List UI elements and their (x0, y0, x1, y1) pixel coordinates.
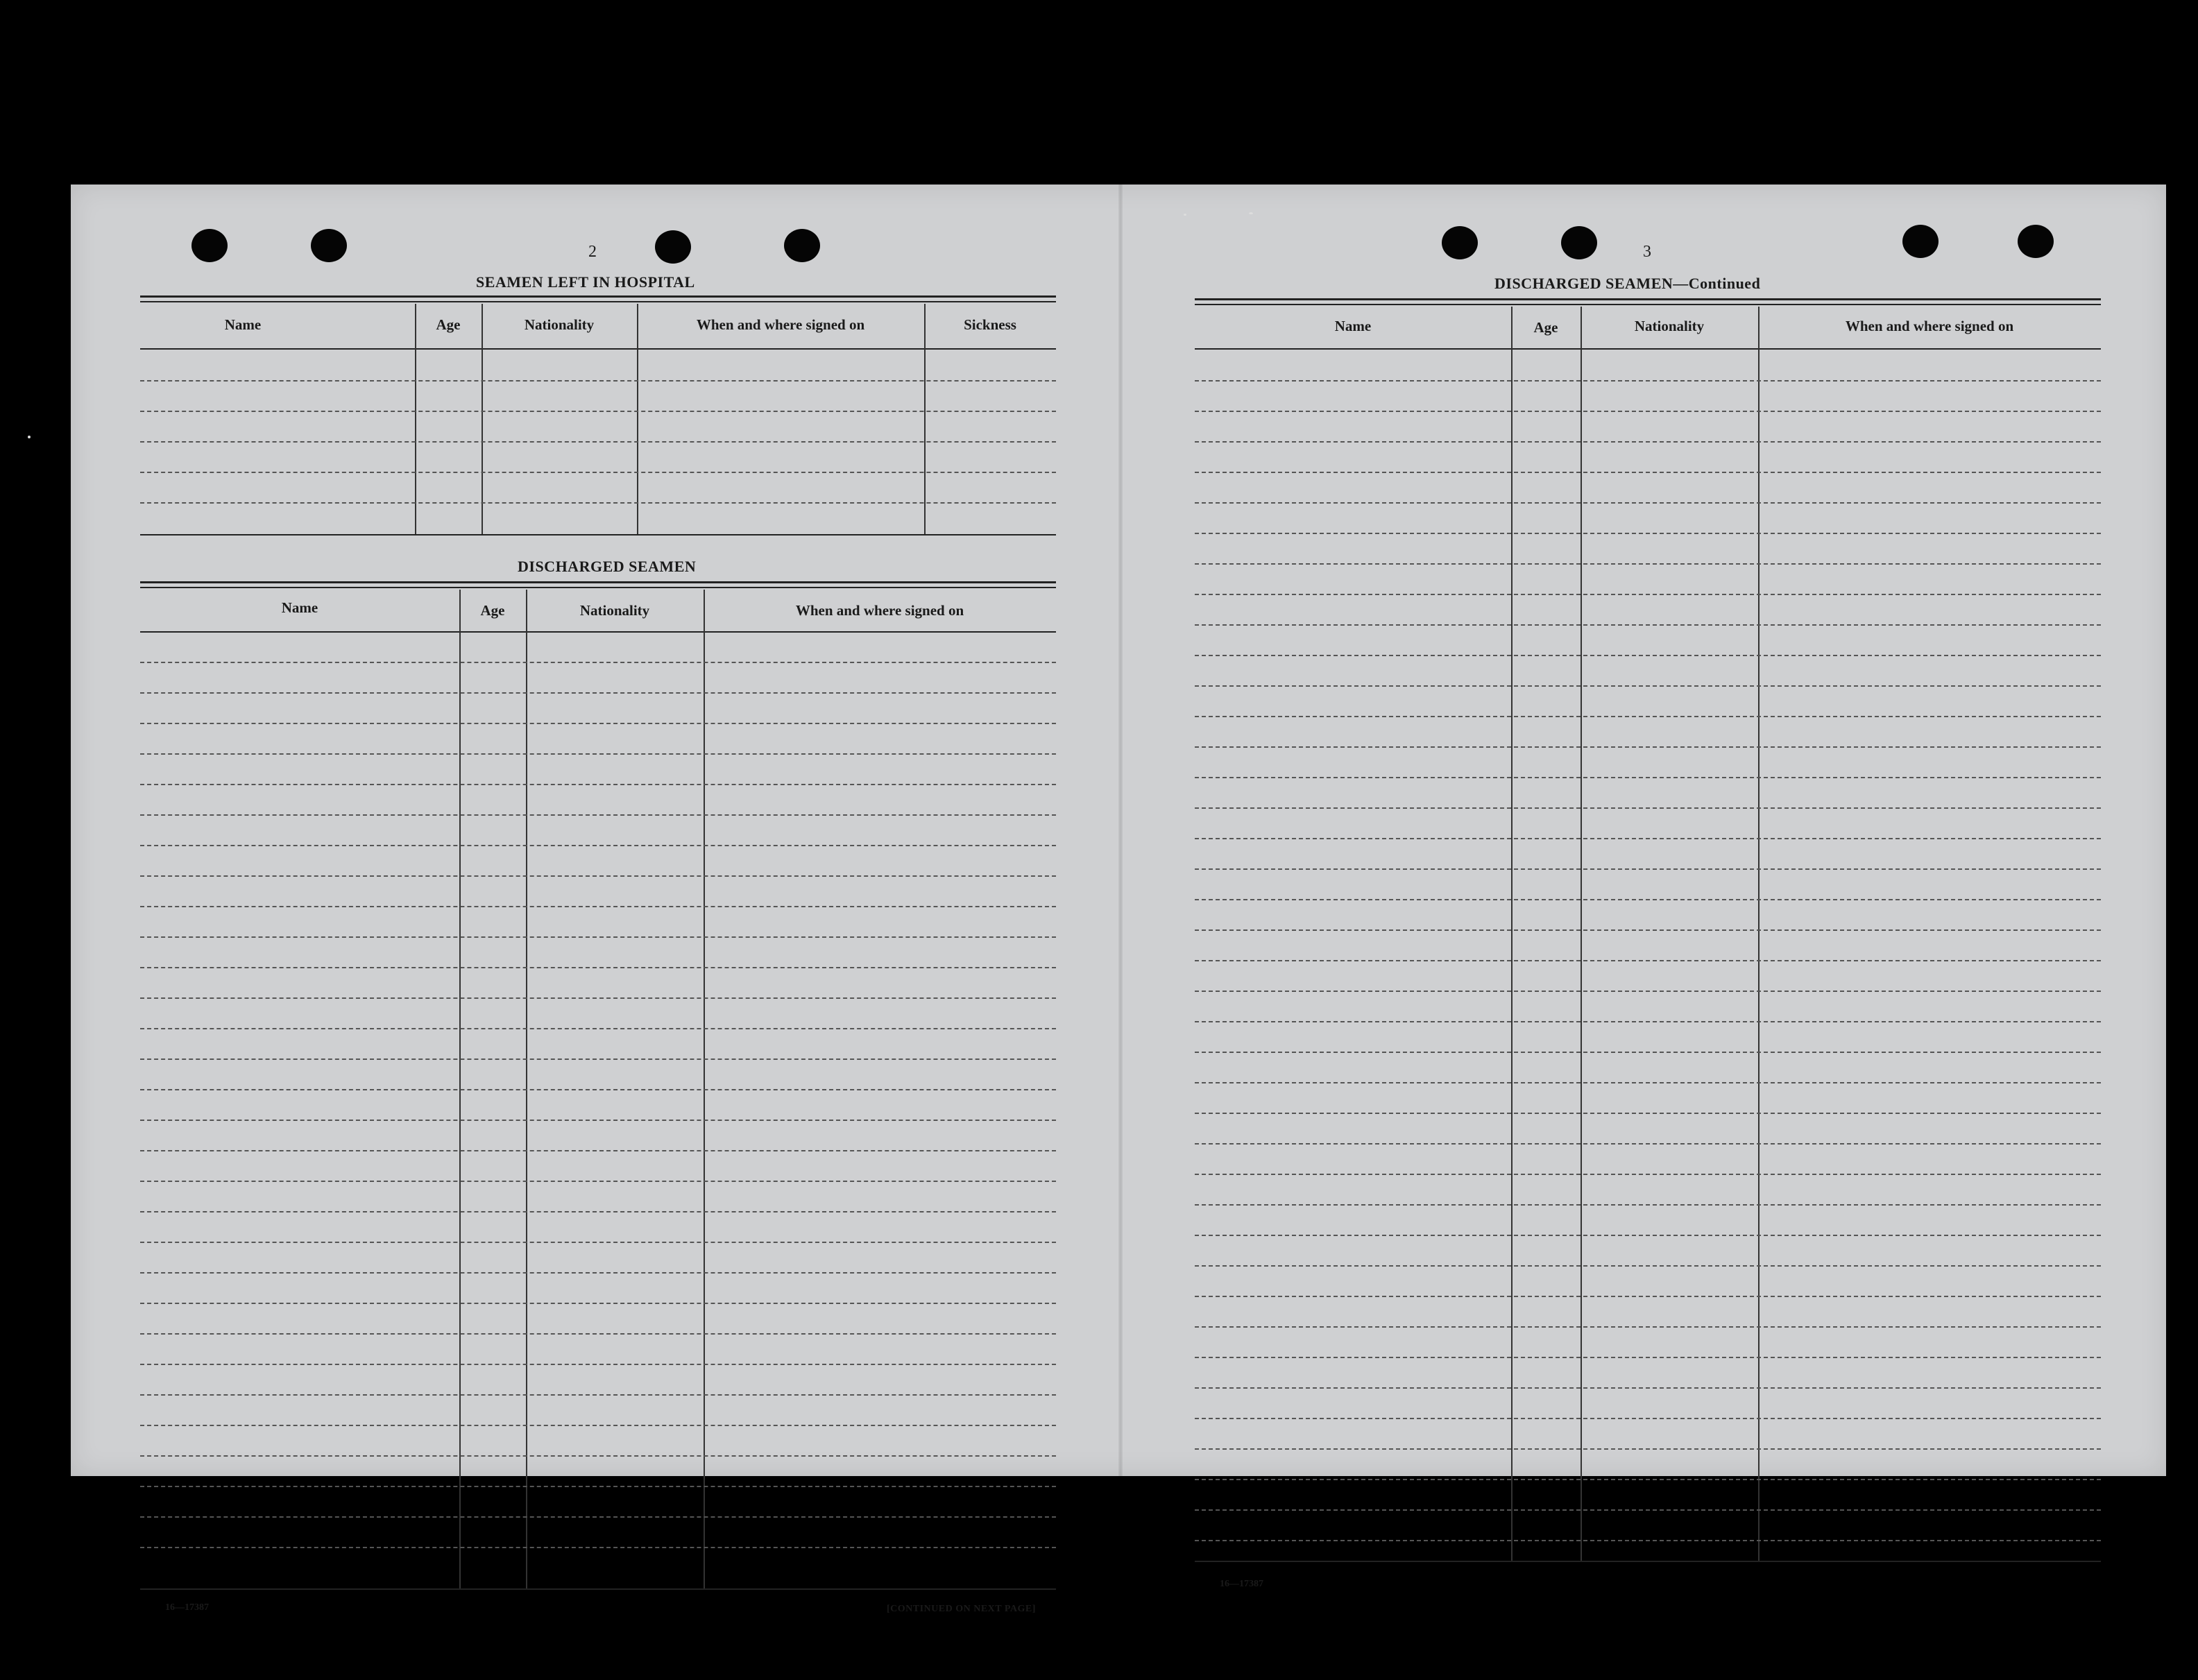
entry-line (1195, 838, 2101, 839)
entry-line (140, 814, 1056, 816)
entry-line (1195, 1265, 2101, 1267)
entry-line (1195, 1357, 2101, 1358)
background-speck (1184, 214, 1186, 216)
punch-hole (784, 229, 820, 262)
header-rule (140, 301, 1056, 302)
entry-line (1195, 991, 2101, 992)
entry-line (140, 1028, 1056, 1029)
table-bottom-rule (140, 534, 1056, 535)
entry-line (140, 1364, 1056, 1365)
entry-line (140, 380, 1056, 382)
header-underline (140, 348, 1056, 350)
entry-line (140, 441, 1056, 443)
entry-line (1195, 1204, 2101, 1206)
entry-line (1195, 1143, 2101, 1145)
entry-line (140, 1394, 1056, 1396)
col-header-name: Name (224, 316, 262, 333)
entry-line (1195, 624, 2101, 626)
entry-line (1195, 1052, 2101, 1053)
column-divider (1511, 307, 1513, 1562)
entry-line (1195, 533, 2101, 534)
entry-line (140, 784, 1056, 785)
entry-line (1195, 899, 2101, 900)
entry-line (140, 1455, 1056, 1457)
header-underline (140, 631, 1056, 633)
form-number-left: 16—17387 (165, 1602, 209, 1613)
header-rule (140, 581, 1056, 583)
punch-hole (1902, 225, 1939, 258)
table-bottom-rule (140, 1588, 1056, 1590)
col-header-when-where-signed-on: When and where signed on (696, 316, 865, 333)
entry-line (1195, 746, 2101, 748)
background-speck (28, 436, 31, 438)
entry-line (140, 1516, 1056, 1518)
entry-line (1195, 1296, 2101, 1297)
col-header-nationality: Nationality (524, 316, 595, 333)
entry-line (140, 1242, 1056, 1243)
entry-line (140, 662, 1056, 663)
header-rule (1195, 298, 2101, 300)
entry-line (1195, 929, 2101, 931)
entry-line (140, 875, 1056, 877)
section-title-seamen-left-in-hospital: SEAMEN LEFT IN HOSPITAL (476, 273, 695, 291)
entry-line (140, 967, 1056, 968)
table-bottom-rule (1195, 1561, 2101, 1562)
document-sheet (71, 185, 2166, 1614)
entry-line (1195, 502, 2101, 504)
entry-line (1195, 1387, 2101, 1389)
entry-line (140, 906, 1056, 907)
entry-line (1195, 716, 2101, 717)
header-underline (1195, 348, 2101, 350)
background-speck (1249, 212, 1253, 214)
column-divider (1581, 307, 1582, 1562)
entry-line (1195, 1326, 2101, 1328)
entry-line (140, 723, 1056, 724)
entry-line (1195, 1418, 2101, 1419)
punch-hole (2018, 225, 2054, 258)
page-number-left: 2 (588, 243, 597, 261)
section-title-text: DISCHARGED SEAMEN (1494, 275, 1673, 292)
header-rule (140, 295, 1056, 298)
column-divider (1758, 307, 1760, 1562)
entry-line (1195, 411, 2101, 412)
entry-line (140, 1120, 1056, 1121)
entry-line (140, 1425, 1056, 1426)
punch-hole (655, 230, 691, 264)
entry-line (140, 1058, 1056, 1060)
section-title-discharged-seamen-continued (1494, 275, 1760, 293)
section-title-discharged-seamen: DISCHARGED SEAMEN (518, 558, 697, 575)
entry-line (1195, 1448, 2101, 1450)
punch-hole (1442, 226, 1478, 259)
entry-line (140, 1303, 1056, 1304)
entry-line (1195, 594, 2101, 595)
entry-line (140, 1150, 1056, 1151)
page-number-right: 3 (1643, 243, 1651, 261)
section-title-suffix: —Continued (1673, 275, 1761, 292)
entry-line (140, 1486, 1056, 1487)
entry-line (1195, 1174, 2101, 1175)
punch-hole (191, 229, 228, 262)
entry-line (140, 411, 1056, 412)
entry-line (1195, 777, 2101, 778)
entry-line (1195, 1540, 2101, 1541)
entry-line (140, 1181, 1056, 1182)
header-rule (140, 587, 1056, 588)
entry-line (1195, 1113, 2101, 1114)
entry-line (140, 692, 1056, 694)
entry-line (1195, 960, 2101, 961)
entry-line (140, 1333, 1056, 1335)
col-header-nationality: Nationality (579, 602, 650, 619)
column-divider (924, 304, 926, 535)
column-divider (415, 304, 416, 535)
header-rule (1195, 304, 2101, 305)
entry-line (140, 472, 1056, 473)
entry-line (1195, 1082, 2101, 1083)
entry-line (1195, 472, 2101, 473)
entry-line (1195, 1509, 2101, 1511)
entry-line (1195, 1021, 2101, 1022)
col-header-age: Age (1533, 319, 1558, 336)
center-fold (1118, 185, 1123, 1476)
entry-line (1195, 441, 2101, 443)
entry-line (140, 997, 1056, 999)
continued-note: [CONTINUED ON NEXT PAGE] (887, 1604, 1036, 1614)
entry-line (140, 1272, 1056, 1274)
entry-line (1195, 1235, 2101, 1236)
form-number-right: 16—17387 (1220, 1579, 1263, 1589)
col-header-when-where-signed-on: When and where signed on (795, 602, 964, 619)
entry-line (1195, 563, 2101, 565)
entry-line (140, 502, 1056, 504)
entry-line (140, 1089, 1056, 1090)
col-header-age: Age (480, 602, 505, 619)
column-divider (482, 304, 483, 535)
column-divider (637, 304, 638, 535)
punch-hole (1561, 226, 1597, 259)
col-header-nationality: Nationality (1634, 318, 1705, 334)
entry-line (1195, 685, 2101, 687)
col-header-age: Age (436, 316, 461, 333)
entry-line (1195, 868, 2101, 870)
entry-line (140, 1547, 1056, 1548)
entry-line (1195, 1479, 2101, 1480)
entry-line (1195, 380, 2101, 382)
entry-line (140, 1211, 1056, 1212)
punch-hole (311, 229, 347, 262)
col-header-when-where-signed-on: When and where signed on (1845, 318, 2014, 334)
entry-line (140, 845, 1056, 846)
entry-line (1195, 655, 2101, 656)
col-header-name: Name (281, 599, 318, 616)
col-header-sickness: Sickness (964, 316, 1016, 333)
entry-line (140, 753, 1056, 755)
entry-line (1195, 807, 2101, 809)
entry-line (140, 936, 1056, 938)
col-header-name: Name (1334, 318, 1372, 334)
